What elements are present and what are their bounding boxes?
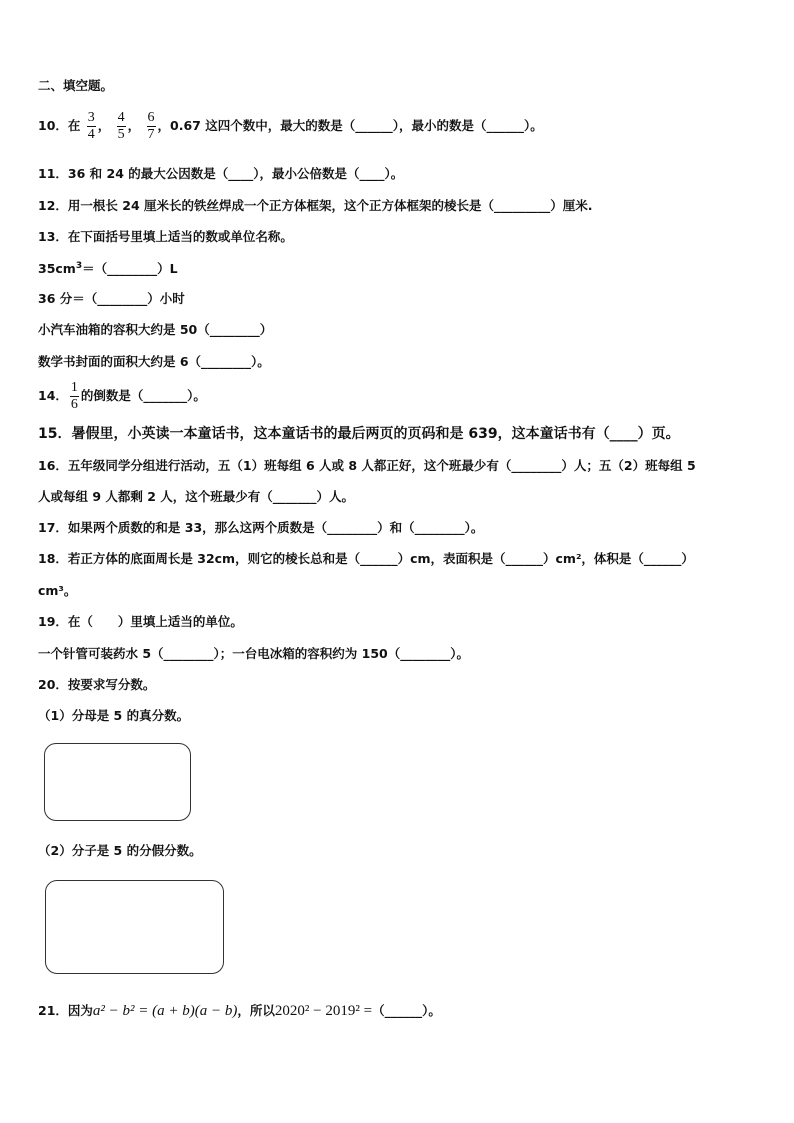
answer-box-1[interactable] [44,743,191,821]
section-title: 二、填空题。 [38,78,114,93]
q10-number: 10． [38,118,68,133]
question-20-sub-2: （2）分子是 5 的分假分数。 [38,843,202,858]
question-20-sub-1: （1）分母是 5 的真分数。 [38,708,190,723]
question-16-line-1: 16．五年级同学分组进行活动，五（1）班每组 6 人或 8 人都正好，这个班最少有（________）人；五（2）班每组 5 [38,458,696,473]
question-15: 15．暑假里，小英读一本童话书，这本童话书的最后两页的页码和是 639，这本童话书有（____）页。 [38,426,680,442]
question-14: 14． $\frac{1}{6}$ 的倒数是（_______）。 [38,380,206,412]
question-21: 21．因为a² − b² = (a + b)(a − b)，所以2020² − 2019² =（______）。 [38,1003,441,1019]
fraction-1-6: $\frac{1}{6}$ [70,380,78,412]
fraction-3-4: $\frac{3}{4}$ [87,110,95,142]
answer-box-2[interactable] [45,880,224,974]
question-13-line-3: 小汽车油箱的容积大约是 50（________） [38,322,273,337]
question-13-line-4: 数学书封面的面积大约是 6（________）。 [38,354,270,369]
question-11: 11．36 和 24 的最大公因数是（____），最小公倍数是（____）。 [38,166,404,181]
question-17: 17．如果两个质数的和是 33，那么这两个质数是（________）和（________）。 [38,520,484,535]
question-20-title: 20．按要求写分数。 [38,677,156,692]
question-18-line-2: cm³。 [38,583,77,598]
q10-text: ，0.67 这四个数中，最大的数是（______），最小的数是（______）。 [157,118,543,133]
question-13-line-2: 36 分＝（________）小时 [38,291,185,306]
question-12: 12．用一根长 24 厘米长的铁丝焊成一个正方体框架，这个正方体框架的棱长是（_________）厘米. [38,198,593,213]
difference-of-squares-formula: a² − b² = (a + b)(a − b) [92,1003,238,1019]
question-18-line-1: 18．若正方体的底面周长是 32cm，则它的棱长总和是（______）cm，表面积是（______）cm²，体积是（______） [38,551,694,566]
q21-expression: 2020² − 2019² = [274,1003,373,1019]
question-19-line: 一个针管可装药水 5（________）；一台电冰箱的容积约为 150（________）。 [38,646,469,661]
question-10: 10．在 $\frac{3}{4}$ ， $\frac{4}{5}$ ， $\frac{6}{7}$ ，0.67 这四个数中，最大的数是（______），最小的数是（______）。 [38,110,543,142]
q10-prefix: 在 [67,118,81,133]
question-16-line-2: 人或每组 9 人都剩 2 人，这个班最少有（_______）人。 [38,489,355,504]
fraction-4-5: $\frac{4}{5}$ [117,110,125,142]
question-13-title: 13．在下面括号里填上适当的数或单位名称。 [38,229,293,244]
question-19-title: 19．在（ ）里填上适当的单位。 [38,614,243,629]
question-13-line-1: $35cm^3=(\_\_\_\_\_\_\_\_)L$ [38,261,178,277]
fraction-6-7: $\frac{6}{7}$ [147,110,155,142]
